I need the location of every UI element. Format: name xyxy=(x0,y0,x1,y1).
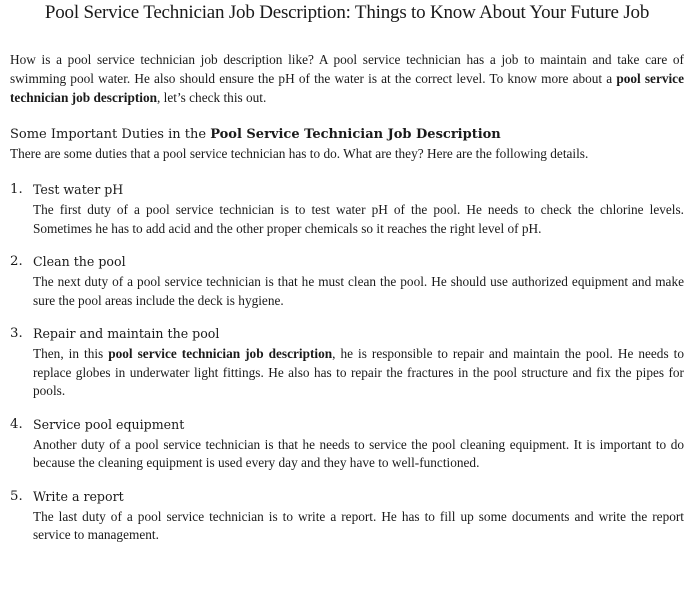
duty-number: 5. xyxy=(10,488,23,504)
duty-description xyxy=(33,508,684,545)
intro-keyword: pool service technician job description xyxy=(10,71,684,105)
duty-title: Write a report xyxy=(33,488,124,504)
duty-text: The next duty of a pool service technician is that he must clean the pool. He should use authorized equipment and make sure the pool areas include the deck is hygiene. xyxy=(33,274,684,308)
duty-description xyxy=(33,345,684,401)
list-item xyxy=(10,253,684,310)
duty-title: Repair and maintain the pool xyxy=(33,326,220,341)
section-heading-keyword: Pool Service Technician Job Description xyxy=(210,127,501,142)
duty-heading xyxy=(10,253,684,271)
duty-title: Clean the pool xyxy=(33,254,126,269)
duty-number: 1. xyxy=(10,182,23,197)
list-item xyxy=(10,325,684,401)
duty-heading xyxy=(10,325,684,343)
list-item xyxy=(10,488,684,545)
intro-paragraph xyxy=(10,50,684,107)
duty-number: 4. xyxy=(10,416,23,432)
duty-title: Service pool equipment xyxy=(33,416,185,432)
intro-text-end: , let’s check this out. xyxy=(157,90,267,105)
duty-text: The first duty of a pool service technician is to test water pH of the pool. He needs to check the chlorine levels. Sometimes he has to add acid and the other proper chemicals so it reaches the right level of pH. xyxy=(33,202,684,236)
duty-keyword: pool service technician job description xyxy=(108,346,333,361)
duty-number: 3. xyxy=(10,326,23,341)
duty-text: Then, in this xyxy=(33,346,109,361)
duty-title: Test water pH xyxy=(33,182,124,197)
duties-list xyxy=(10,181,684,545)
list-item xyxy=(10,416,684,473)
section-heading xyxy=(10,126,684,144)
list-item xyxy=(10,181,684,238)
duty-description xyxy=(33,201,684,238)
section-lead: There are some duties that a pool service technician has to do. What are they? Here are the following details. xyxy=(10,146,589,161)
duty-heading xyxy=(10,488,684,506)
duty-description xyxy=(33,273,684,310)
intro-text: How is a pool service technician job description like? A pool service technician has a job to maintain and take care of swimming pool water. He also should ensure the pH of the water is at the correct level. To know more about a xyxy=(10,52,684,86)
duty-heading xyxy=(10,181,684,199)
duty-text-end: , he is responsible to repair and maintain the pool. He needs to replace globes in underwater light fittings. He also has to repair the fractures in the pool structure and fix the pipes for pools. xyxy=(33,346,684,398)
duty-heading xyxy=(10,416,684,434)
duty-number: 2. xyxy=(10,254,23,269)
section-heading-text: Some Important Duties in the xyxy=(10,127,211,142)
duty-text: Another duty of a pool service technician is that he needs to service the pool cleaning equipment. It is important to do because the cleaning equipment is used every day and they have to well-functioned. xyxy=(33,436,684,470)
page-title: Pool Service Technician Job Description: Things to Know About Your Future Job xyxy=(44,2,650,23)
duty-text: The last duty of a pool service technician is to write a report. He has to fill up some documents and write the report service to management. xyxy=(33,508,684,542)
duty-description xyxy=(33,436,684,473)
